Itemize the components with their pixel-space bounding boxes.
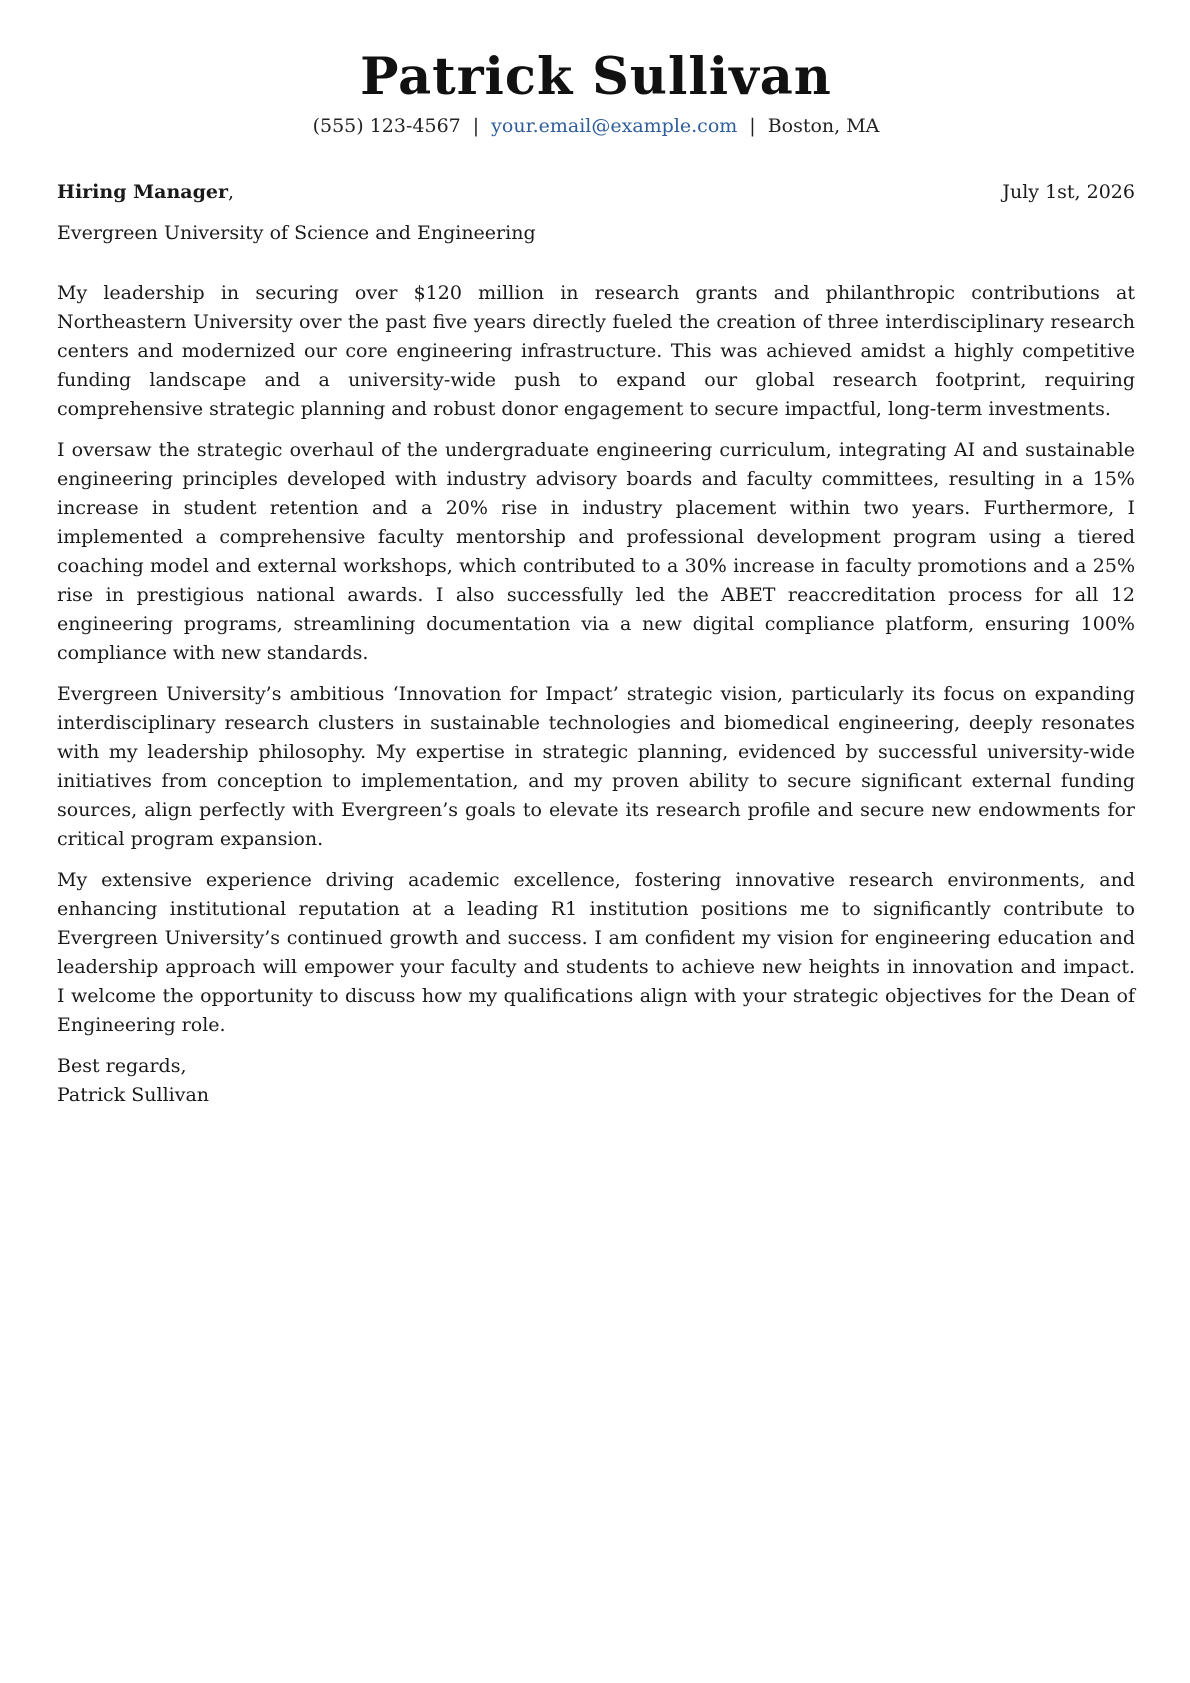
salutation — [57, 178, 234, 206]
applicant-name: Patrick Sullivan — [360, 47, 832, 107]
body-paragraph: My leadership in securing over $120 million in research grants and philanthropic contributions at Northeastern University over the past five years directly fueled the creation of three interdisciplinary research centers and modernized our core engineering infrastructure. This was achieved amidst a highly competitive funding landscape and a university-wide push to expand our global research footprint, requiring comprehensive strategic planning and robust donor engagement to secure impactful, long-term investments. — [57, 282, 1135, 420]
cover-letter-page — [57, 0, 1135, 1110]
phone-number: (555) 123-4567 — [312, 115, 461, 137]
body-paragraph: Evergreen University’s ambitious ‘Innovation for Impact’ strategic vision, particularly its focus on expanding interdisciplinary research clusters in sustainable technologies and biomedical engineering, deeply resonates with my leadership philosophy. My expertise in strategic planning, evidenced by successful university-wide initiatives from conception to implementation, and my proven ability to secure significant external funding sources, align perfectly with Evergreen’s goals to elevate its research profile and secure new endowments for critical program expansion. — [57, 683, 1135, 850]
letter-closing — [57, 1052, 1135, 1110]
recipient-name: Hiring Manager — [57, 181, 228, 203]
valediction: Best regards, — [57, 1055, 187, 1077]
contact-separator: | — [749, 115, 756, 137]
body-paragraph: I oversaw the strategic overhaul of the undergraduate engineering curriculum, integrating AI and sustainable engineering principles developed with industry advisory boards and faculty committees, resulting in a 15% increase in student retention and a 20% rise in industry placement within two years. Furthermore, I implemented a comprehensive faculty mentorship and professional development program using a tiered coaching model and external workshops, which contributed to a 30% increase in faculty promotions and a 25% rise in prestigious national awards. I also successfully led the ABET reaccreditation process for all 12 engineering programs, streamlining documentation via a new digital compliance platform, ensuring 100% compliance with new standards. — [57, 439, 1135, 664]
contact-line — [57, 112, 1135, 140]
location: Boston, MA — [767, 115, 880, 137]
recipient-organization: Evergreen University of Science and Engineering — [57, 222, 536, 244]
email-link[interactable]: your.email@example.com — [491, 115, 738, 137]
contact-separator: | — [472, 115, 480, 137]
recipient-row — [57, 178, 1135, 206]
letter-body — [57, 279, 1135, 1040]
letter-date: July 1st, 2026 — [1002, 181, 1135, 203]
salutation-punctuation: , — [227, 181, 235, 203]
signature: Patrick Sullivan — [57, 1084, 210, 1106]
body-paragraph: My extensive experience driving academic excellence, fostering innovative research environments, and enhancing institutional reputation at a leading R1 institution positions me to significantly contribute to Evergreen University’s continued growth and success. I am confident my vision for engineering education and leadership approach will empower your faculty and students to achieve new heights in innovation and impact. I welcome the opportunity to discuss how my qualifications align with your strategic objectives for the Dean of Engineering role. — [57, 869, 1135, 1036]
